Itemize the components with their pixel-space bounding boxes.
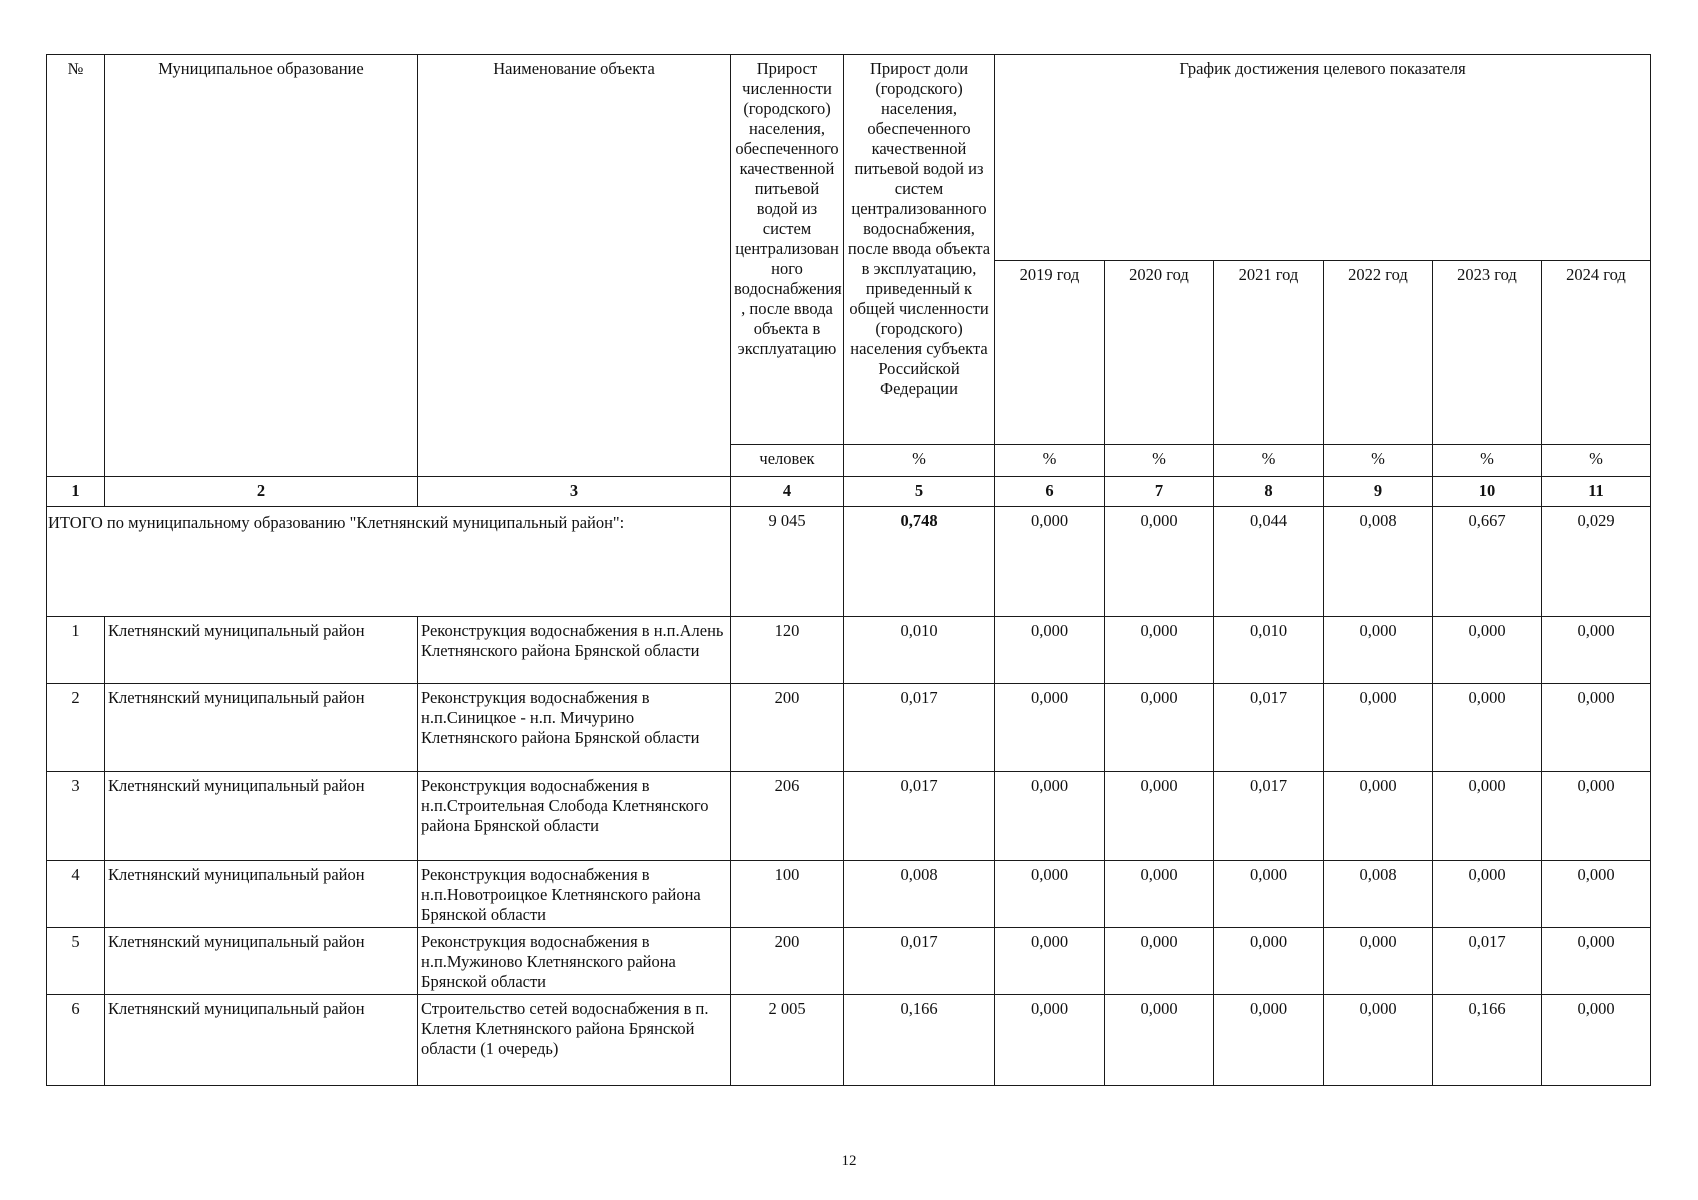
row-year-value: 0,000 bbox=[995, 995, 1105, 1086]
row-object: Реконструкция водоснабжения в н.п.Синицкое - н.п. Мичурино Клетнянского района Брянской области bbox=[418, 684, 731, 772]
row-year-value: 0,008 bbox=[1324, 861, 1433, 928]
header-year-2024: 2024 год bbox=[1542, 261, 1651, 445]
row-year-value: 0,000 bbox=[1433, 861, 1542, 928]
row-year-value: 0,000 bbox=[1542, 928, 1651, 995]
row-year-value: 0,017 bbox=[1214, 772, 1324, 861]
row-year-value: 0,000 bbox=[1324, 772, 1433, 861]
row-num: 4 bbox=[47, 861, 105, 928]
row-year-value: 0,000 bbox=[1105, 684, 1214, 772]
row-year-value: 0,000 bbox=[995, 861, 1105, 928]
column-number: 1 bbox=[47, 477, 105, 507]
row-object: Реконструкция водоснабжения в н.п.Новотроицкое Клетнянского района Брянской области bbox=[418, 861, 731, 928]
row-population: 120 bbox=[731, 617, 844, 684]
column-number: 11 bbox=[1542, 477, 1651, 507]
column-number: 2 bbox=[105, 477, 418, 507]
row-year-value: 0,000 bbox=[1214, 995, 1324, 1086]
row-num: 5 bbox=[47, 928, 105, 995]
row-year-value: 0,000 bbox=[1324, 684, 1433, 772]
header-population-growth: Прирост численности (городского) населения, обеспеченного качественной питьевой водой из систем централизован ного водоснабжения , после ввода объекта в эксплуатацию bbox=[731, 55, 844, 445]
row-year-value: 0,166 bbox=[1433, 995, 1542, 1086]
table-row bbox=[47, 995, 1651, 1086]
row-year-value: 0,000 bbox=[1324, 928, 1433, 995]
header-object-name: Наименование объекта bbox=[418, 55, 731, 477]
row-municipality: Клетнянский муниципальный район bbox=[105, 617, 418, 684]
unit-percent-2021: % bbox=[1214, 445, 1324, 477]
row-share: 0,017 bbox=[844, 684, 995, 772]
header-row bbox=[47, 55, 1651, 261]
row-population: 206 bbox=[731, 772, 844, 861]
row-share: 0,010 bbox=[844, 617, 995, 684]
total-year-value: 0,008 bbox=[1324, 507, 1433, 617]
row-municipality: Клетнянский муниципальный район bbox=[105, 684, 418, 772]
total-population: 9 045 bbox=[731, 507, 844, 617]
row-year-value: 0,000 bbox=[1214, 861, 1324, 928]
column-number: 5 bbox=[844, 477, 995, 507]
row-year-value: 0,000 bbox=[1542, 684, 1651, 772]
table-row bbox=[47, 772, 1651, 861]
row-year-value: 0,000 bbox=[995, 684, 1105, 772]
total-share: 0,748 bbox=[844, 507, 995, 617]
row-share: 0,166 bbox=[844, 995, 995, 1086]
header-share-growth: Прирост доли (городского) населения, обеспеченного качественной питьевой водой из систем централизованного водоснабжения, после ввода объекта в эксплуатацию, приведенный к общей численности (городского) населения субъекта Российской Федерации bbox=[844, 55, 995, 445]
row-object: Реконструкция водоснабжения в н.п.Мужиново Клетнянского района Брянской области bbox=[418, 928, 731, 995]
unit-percent-2020: % bbox=[1105, 445, 1214, 477]
row-municipality: Клетнянский муниципальный район bbox=[105, 995, 418, 1086]
header-year-2019: 2019 год bbox=[995, 261, 1105, 445]
column-number: 9 bbox=[1324, 477, 1433, 507]
table-row bbox=[47, 861, 1651, 928]
total-year-value: 0,044 bbox=[1214, 507, 1324, 617]
row-year-value: 0,010 bbox=[1214, 617, 1324, 684]
header-year-2023: 2023 год bbox=[1433, 261, 1542, 445]
row-num: 3 bbox=[47, 772, 105, 861]
row-year-value: 0,000 bbox=[1542, 617, 1651, 684]
row-object: Реконструкция водоснабжения в н.п.Алень Клетнянского района Брянской области bbox=[418, 617, 731, 684]
row-year-value: 0,000 bbox=[1324, 995, 1433, 1086]
row-share: 0,017 bbox=[844, 772, 995, 861]
row-num: 6 bbox=[47, 995, 105, 1086]
total-label: ИТОГО по муниципальному образованию "Клетнянский муниципальный район": bbox=[47, 507, 731, 617]
total-year-value: 0,000 bbox=[1105, 507, 1214, 617]
header-year-2020: 2020 год bbox=[1105, 261, 1214, 445]
row-population: 100 bbox=[731, 861, 844, 928]
row-population: 200 bbox=[731, 684, 844, 772]
row-municipality: Клетнянский муниципальный район bbox=[105, 772, 418, 861]
total-year-value: 0,667 bbox=[1433, 507, 1542, 617]
row-year-value: 0,000 bbox=[995, 928, 1105, 995]
row-year-value: 0,000 bbox=[1214, 928, 1324, 995]
header-num: № bbox=[47, 55, 105, 477]
row-population: 200 bbox=[731, 928, 844, 995]
row-object: Строительство сетей водоснабжения в п. Клетня Клетнянского района Брянской области (1 очередь) bbox=[418, 995, 731, 1086]
column-number: 3 bbox=[418, 477, 731, 507]
header-municipality: Муниципальное образование bbox=[105, 55, 418, 477]
total-row bbox=[47, 507, 1651, 617]
row-share: 0,017 bbox=[844, 928, 995, 995]
page-number: 12 bbox=[841, 1153, 857, 1169]
row-share: 0,008 bbox=[844, 861, 995, 928]
column-number: 10 bbox=[1433, 477, 1542, 507]
column-number: 6 bbox=[995, 477, 1105, 507]
unit-percent-2022: % bbox=[1324, 445, 1433, 477]
unit-percent-2024: % bbox=[1542, 445, 1651, 477]
header-schedule: График достижения целевого показателя bbox=[995, 55, 1651, 261]
unit-percent-2023: % bbox=[1433, 445, 1542, 477]
target-indicator-table bbox=[46, 54, 1651, 1086]
unit-percent-share: % bbox=[844, 445, 995, 477]
row-year-value: 0,000 bbox=[995, 617, 1105, 684]
row-year-value: 0,000 bbox=[1105, 772, 1214, 861]
row-year-value: 0,000 bbox=[1433, 684, 1542, 772]
row-num: 1 bbox=[47, 617, 105, 684]
row-year-value: 0,000 bbox=[1433, 772, 1542, 861]
row-year-value: 0,000 bbox=[1542, 861, 1651, 928]
table-row bbox=[47, 617, 1651, 684]
row-year-value: 0,000 bbox=[1324, 617, 1433, 684]
header-year-2021: 2021 год bbox=[1214, 261, 1324, 445]
row-year-value: 0,000 bbox=[1105, 928, 1214, 995]
unit-percent-2019: % bbox=[995, 445, 1105, 477]
row-population: 2 005 bbox=[731, 995, 844, 1086]
table-row bbox=[47, 684, 1651, 772]
row-municipality: Клетнянский муниципальный район bbox=[105, 928, 418, 995]
row-year-value: 0,000 bbox=[1105, 861, 1214, 928]
row-year-value: 0,017 bbox=[1433, 928, 1542, 995]
column-number: 4 bbox=[731, 477, 844, 507]
row-year-value: 0,000 bbox=[1542, 995, 1651, 1086]
total-year-value: 0,029 bbox=[1542, 507, 1651, 617]
row-year-value: 0,000 bbox=[1105, 995, 1214, 1086]
row-year-value: 0,000 bbox=[995, 772, 1105, 861]
column-numbers-row bbox=[47, 477, 1651, 507]
row-year-value: 0,017 bbox=[1214, 684, 1324, 772]
row-municipality: Клетнянский муниципальный район bbox=[105, 861, 418, 928]
column-number: 8 bbox=[1214, 477, 1324, 507]
row-year-value: 0,000 bbox=[1542, 772, 1651, 861]
row-object: Реконструкция водоснабжения в н.п.Строительная Слобода Клетнянского района Брянской области bbox=[418, 772, 731, 861]
row-year-value: 0,000 bbox=[1433, 617, 1542, 684]
table-row bbox=[47, 928, 1651, 995]
unit-people: человек bbox=[731, 445, 844, 477]
header-year-2022: 2022 год bbox=[1324, 261, 1433, 445]
total-year-value: 0,000 bbox=[995, 507, 1105, 617]
row-num: 2 bbox=[47, 684, 105, 772]
row-year-value: 0,000 bbox=[1105, 617, 1214, 684]
column-number: 7 bbox=[1105, 477, 1214, 507]
